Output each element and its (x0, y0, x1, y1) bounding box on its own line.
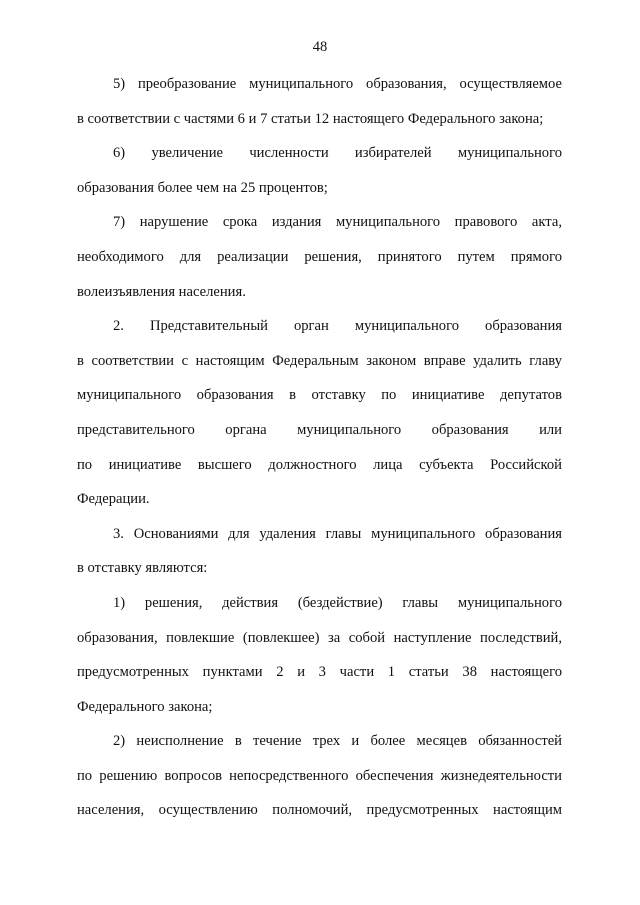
text-line: необходимого для реализации решения, принятого путем прямого (77, 248, 562, 265)
text-line: населения, осуществлению полномочий, предусмотренных настоящим (77, 802, 562, 819)
text-line: образования, повлекшие (повлекшее) за собой наступление последствий, (77, 629, 562, 646)
text-line: 3. Основаниями для удаления главы муниципального образования (113, 525, 562, 542)
text-line: 7) нарушение срока издания муниципального правового акта, (113, 214, 562, 231)
text-line: предусмотренных пунктами 2 и 3 части 1 статьи 38 настоящего (77, 664, 562, 681)
text-line: представительного органа муниципального образования или (77, 421, 562, 438)
text-line: 6) увеличение численности избирателей муниципального (113, 145, 562, 162)
text-line: муниципального образования в отставку по инициативе депутатов (77, 387, 562, 404)
text-line: 2) неисполнение в течение трех и более месяцев обязанностей (113, 733, 562, 750)
document-body (77, 67, 562, 828)
page-number: 48 (312, 39, 328, 55)
text-line: Федерального закона; (77, 698, 213, 715)
text-line: в соответствии с настоящим Федеральным законом вправе удалить главу (77, 352, 562, 369)
text-line: 5) преобразование муниципального образования, осуществляемое (113, 76, 562, 92)
text-line: в соответствии с частями 6 и 7 статьи 12 настоящего Федерального закона; (77, 110, 544, 127)
text-line: 2. Представительный орган муниципального образования (113, 318, 562, 335)
text-line: волеизъявления населения. (77, 283, 246, 300)
text-line: 1) решения, действия (бездействие) главы муниципального (113, 594, 562, 611)
text-line: образования более чем на 25 процентов; (77, 179, 328, 196)
text-line: по инициативе высшего должностного лица субъекта Российской (77, 456, 562, 473)
text-line: по решению вопросов непосредственного обеспечения жизнедеятельности (77, 767, 562, 784)
text-line: в отставку являются: (77, 560, 208, 577)
text-line: Федерации. (77, 491, 150, 508)
